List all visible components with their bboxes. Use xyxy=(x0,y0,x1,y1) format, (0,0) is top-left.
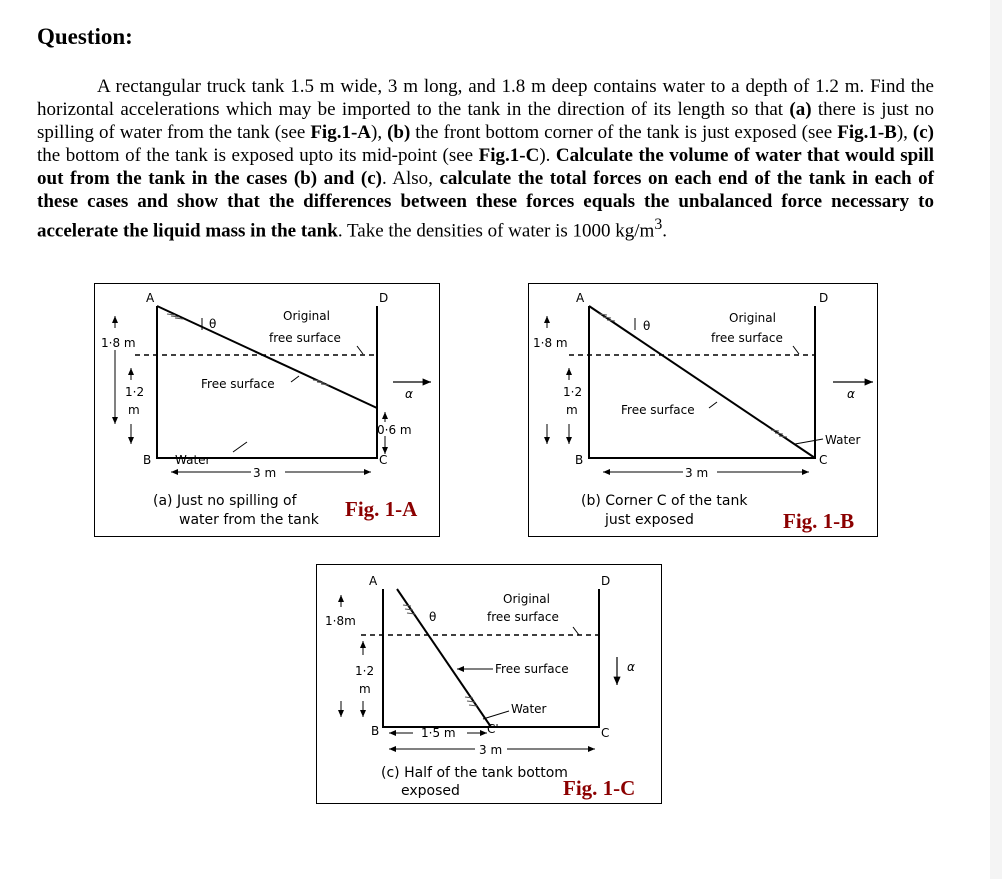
point-c-prime-label: C' xyxy=(487,722,499,736)
figure-title: Fig. 1-A xyxy=(345,497,418,521)
problem-text: calculate the total forces on each end of the tank in each of these cases and show that the differences between these forces equals the unbalanced force necessary to accelerate the liquid mass in the tank xyxy=(37,168,934,242)
problem-text: ), xyxy=(896,122,913,143)
free-surface-line xyxy=(157,306,377,408)
point-c-label: C xyxy=(601,726,610,740)
leader-line xyxy=(357,346,363,354)
water-label: Water xyxy=(825,433,861,447)
figure-1a xyxy=(94,283,440,537)
original-free-surface-label: free surface xyxy=(269,331,341,345)
caption-line-1: (a) Just no spilling of xyxy=(153,493,297,509)
point-b-label: B xyxy=(371,724,380,738)
point-d-label: D xyxy=(379,291,389,305)
problem-text: . xyxy=(662,220,668,242)
length-label: 3 m xyxy=(253,466,277,480)
original-label: Original xyxy=(503,592,550,606)
point-d-label: D xyxy=(601,574,611,588)
figure-1b xyxy=(528,283,878,537)
original-label: Original xyxy=(283,309,330,323)
problem-text: A rectangular truck tank 1.5 m wide, 3 m long, and 1.8 m deep contains water to a depth of 1.2 m. Find the horizontal accelerations which may be imported to the tank in the direction of its length so that xyxy=(37,76,934,120)
water-label: Water xyxy=(511,702,547,716)
half-length-label: 1·5 m xyxy=(421,726,456,740)
water-depth-unit: m xyxy=(128,403,140,417)
water-depth-label: 1·2 xyxy=(355,664,375,678)
leader-line xyxy=(795,439,823,444)
problem-text: the bottom of the tank is exposed upto its mid-point (see xyxy=(37,145,479,166)
leader-line xyxy=(793,346,799,354)
point-d-label: D xyxy=(819,291,829,305)
water-label: Water xyxy=(175,453,211,467)
water-depth-label: 1·2 xyxy=(125,385,145,399)
length-label: 3 m xyxy=(479,743,503,757)
problem-statement xyxy=(37,75,934,242)
figure-title: Fig. 1-C xyxy=(563,776,636,800)
problem-text: . Also, xyxy=(381,168,440,189)
caption-line-2: exposed xyxy=(401,783,460,799)
original-label: Original xyxy=(729,311,776,325)
caption-line-1: (b) Corner C of the tank xyxy=(581,493,748,509)
point-c-label: C xyxy=(819,453,828,467)
figure-1c xyxy=(316,564,662,804)
alpha-label: α xyxy=(627,660,635,674)
drop-label: 0·6 m xyxy=(377,423,412,437)
free-surface-line xyxy=(589,306,815,458)
water-depth-unit: m xyxy=(359,682,371,696)
point-a-label: A xyxy=(146,291,155,305)
depth-label: 1·8 m xyxy=(533,336,568,350)
leader-line xyxy=(233,442,247,452)
caption-line-1: (c) Half of the tank bottom xyxy=(381,765,568,781)
free-surface-label: Free surface xyxy=(495,662,569,676)
theta-label: θ xyxy=(429,610,437,624)
problem-text: there is just no spilling of water from the tank (see xyxy=(37,99,934,143)
alpha-label: α xyxy=(847,387,855,401)
free-surface-label: Free surface xyxy=(621,403,695,417)
free-surface-label: Free surface xyxy=(201,377,275,391)
theta-label: θ xyxy=(643,319,651,333)
problem-text: (b) xyxy=(387,122,411,143)
caption-line-2: water from the tank xyxy=(179,512,319,528)
caption-line-2: just exposed xyxy=(605,512,694,528)
problem-text: the front bottom corner of the tank is just exposed (see xyxy=(410,122,838,143)
problem-text: (c) xyxy=(912,122,935,143)
problem-text: Fig.1-C xyxy=(478,145,540,166)
figure-title: Fig. 1-B xyxy=(783,509,855,533)
figure-1c-drawing xyxy=(317,565,661,803)
original-free-surface-label: free surface xyxy=(487,610,559,624)
leader-line xyxy=(291,376,299,382)
leader-line xyxy=(709,402,717,408)
depth-label: 1·8 m xyxy=(101,336,136,350)
problem-text: Fig.1-A xyxy=(310,122,371,143)
alpha-label: α xyxy=(405,387,413,401)
problem-text: (a) xyxy=(789,99,812,120)
point-b-label: B xyxy=(143,453,152,467)
length-label: 3 m xyxy=(685,466,709,480)
problem-text: . Take the densities of water is 1000 kg/m xyxy=(337,220,655,242)
question-heading: Question: xyxy=(37,24,133,49)
original-free-surface-label: free surface xyxy=(711,331,783,345)
water-depth-label: 1·2 xyxy=(563,385,583,399)
problem-text: Fig.1-B xyxy=(837,122,897,143)
water-depth-unit: m xyxy=(566,403,578,417)
figure-1b-drawing xyxy=(529,284,877,536)
problem-text: ), xyxy=(371,122,388,143)
problem-text: Calculate the volume of water that would spill out from the tank in the cases (b) and (c) xyxy=(37,145,935,189)
leader-line xyxy=(483,711,509,719)
problem-text: ). xyxy=(539,145,556,166)
theta-label: θ xyxy=(209,317,217,331)
page-margin xyxy=(990,0,1002,879)
point-a-label: A xyxy=(369,574,378,588)
leader-line xyxy=(573,627,579,635)
point-c-label: C xyxy=(379,453,388,467)
problem-text: 3 xyxy=(654,216,663,233)
figure-1a-drawing xyxy=(95,284,439,536)
point-b-label: B xyxy=(575,453,584,467)
point-a-label: A xyxy=(576,291,585,305)
depth-label: 1·8m xyxy=(325,614,356,628)
